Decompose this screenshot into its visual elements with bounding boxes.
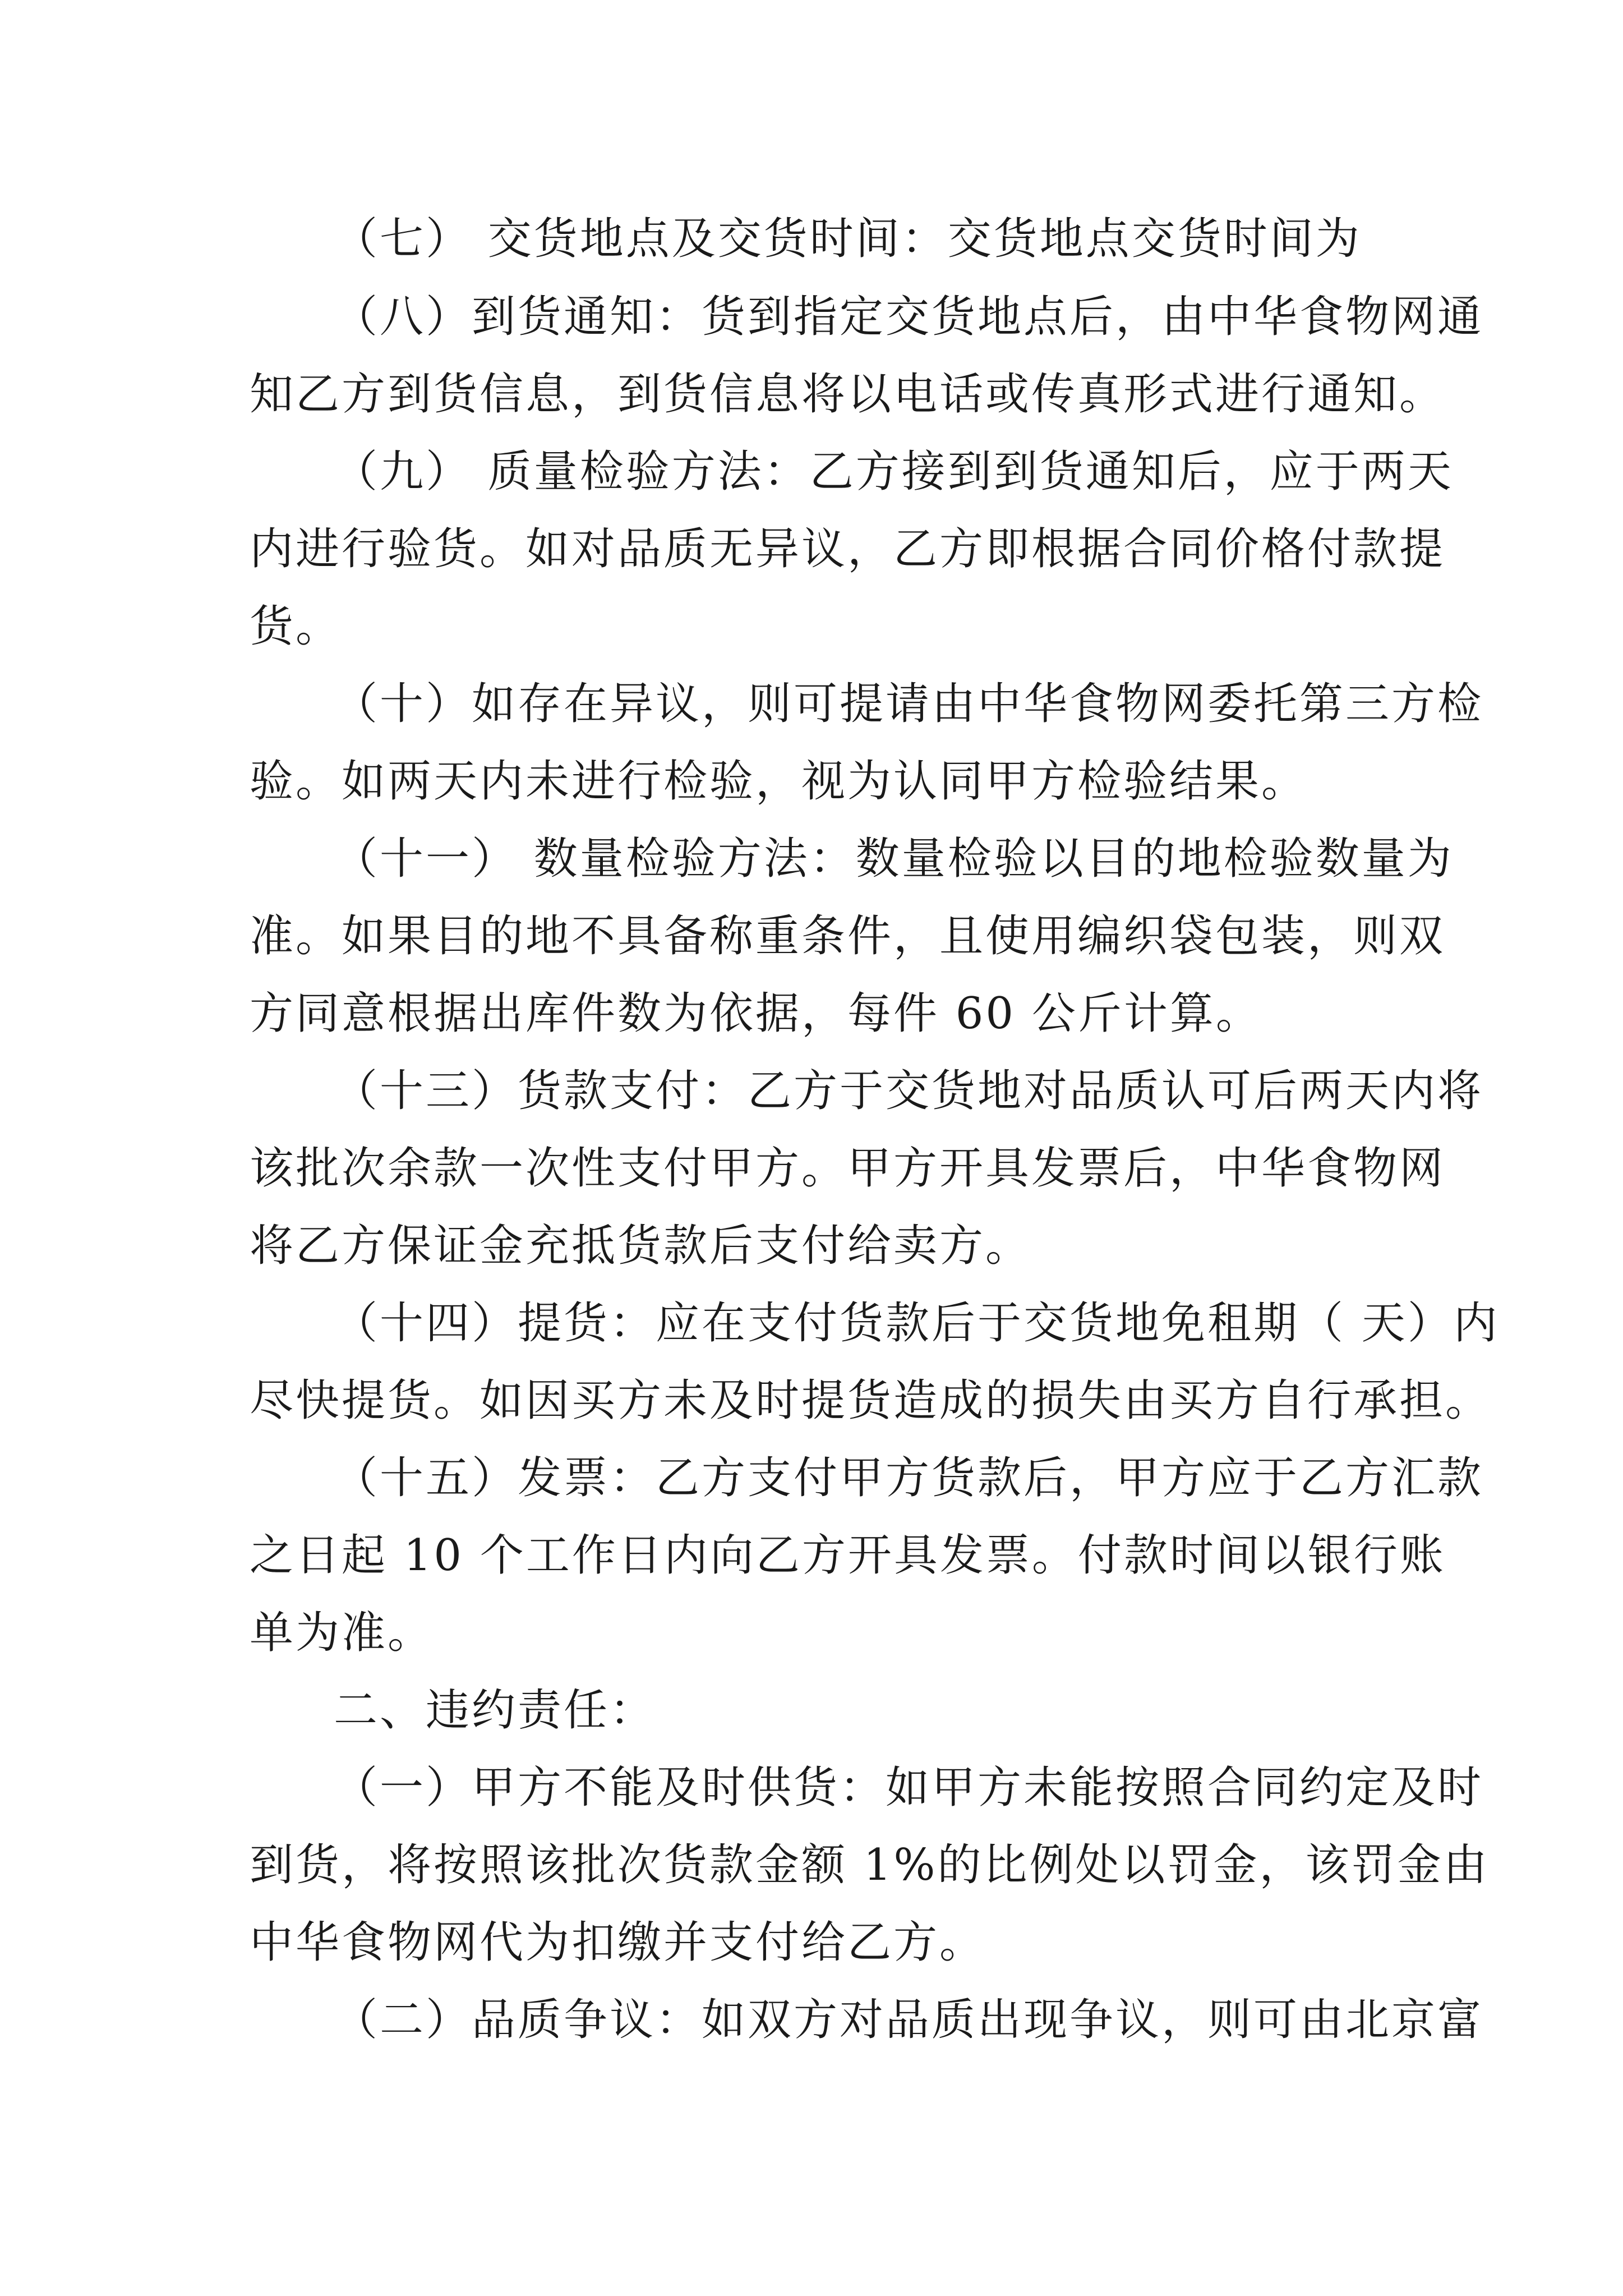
clause-11-line-2: 准。如果目的地不具备称重条件，且使用编织袋包装，则双 [250,911,1446,961]
liability-1-line-1: （一）甲方不能及时供货：如甲方未能按照合同约定及时 [334,1763,1484,1813]
clause-11-line-1: （十一） 数量检验方法：数量检验以目的地检验数量为 [334,834,1454,884]
clause-9-line-3: 货。 [250,601,342,652]
clause-14-line-2: 尽快提货。如因买方未及时提货造成的损失由买方自行承担。 [250,1375,1492,1426]
section-2-heading: 二、违约责任： [334,1685,656,1736]
clause-9-line-1: （九） 质量检验方法：乙方接到到货通知后，应于两天 [334,447,1454,497]
clause-13-line-3: 将乙方保证金充抵货款后支付给卖方。 [250,1221,1032,1271]
clause-13-line-2: 该批次余款一次性支付甲方。甲方开具发票后，中华食物网 [250,1143,1446,1194]
liability-1-line-3: 中华食物网代为扣缴并支付给乙方。 [250,1917,986,1968]
clause-9-line-2: 内进行验货。如对品质无异议，乙方即根据合同价格付款提 [250,524,1446,574]
clause-13-line-1: （十三）货款支付：乙方于交货地对品质认可后两天内将 [334,1066,1484,1116]
liability-1-line-2: 到货，将按照该批次货款金额 1%的比例处以罚金，该罚金由 [250,1840,1490,1890]
clause-8-line-2: 知乙方到货信息，到货信息将以电话或传真形式进行通知。 [250,369,1446,420]
clause-8-line-1: （八）到货通知：货到指定交货地点后，由中华食物网通 [334,292,1484,342]
clause-15-line-3: 单为准。 [250,1608,434,1658]
liability-2-line-1: （二）品质争议：如双方对品质出现争议，则可由北京富 [334,1995,1484,2045]
clause-10-line-2: 验。如两天内未进行检验，视为认同甲方检验结果。 [250,756,1308,807]
clause-11-line-3: 方同意根据出库件数为依据，每件 60 公斤计算。 [250,988,1262,1039]
clause-15-line-1: （十五）发票：乙方支付甲方货款后，甲方应于乙方汇款 [334,1453,1484,1503]
clause-15-line-2: 之日起 10 个工作日内向乙方开具发票。付款时间以银行账 [250,1530,1446,1581]
clause-7-line-1: （七） 交货地点及交货时间：交货地点交货时间为 [334,214,1362,264]
clause-10-line-1: （十）如存在异议，则可提请由中华食物网委托第三方检 [334,679,1484,729]
clause-14-line-1: （十四）提货：应在支付货款后于交货地免租期（ 天）内 [334,1298,1500,1349]
